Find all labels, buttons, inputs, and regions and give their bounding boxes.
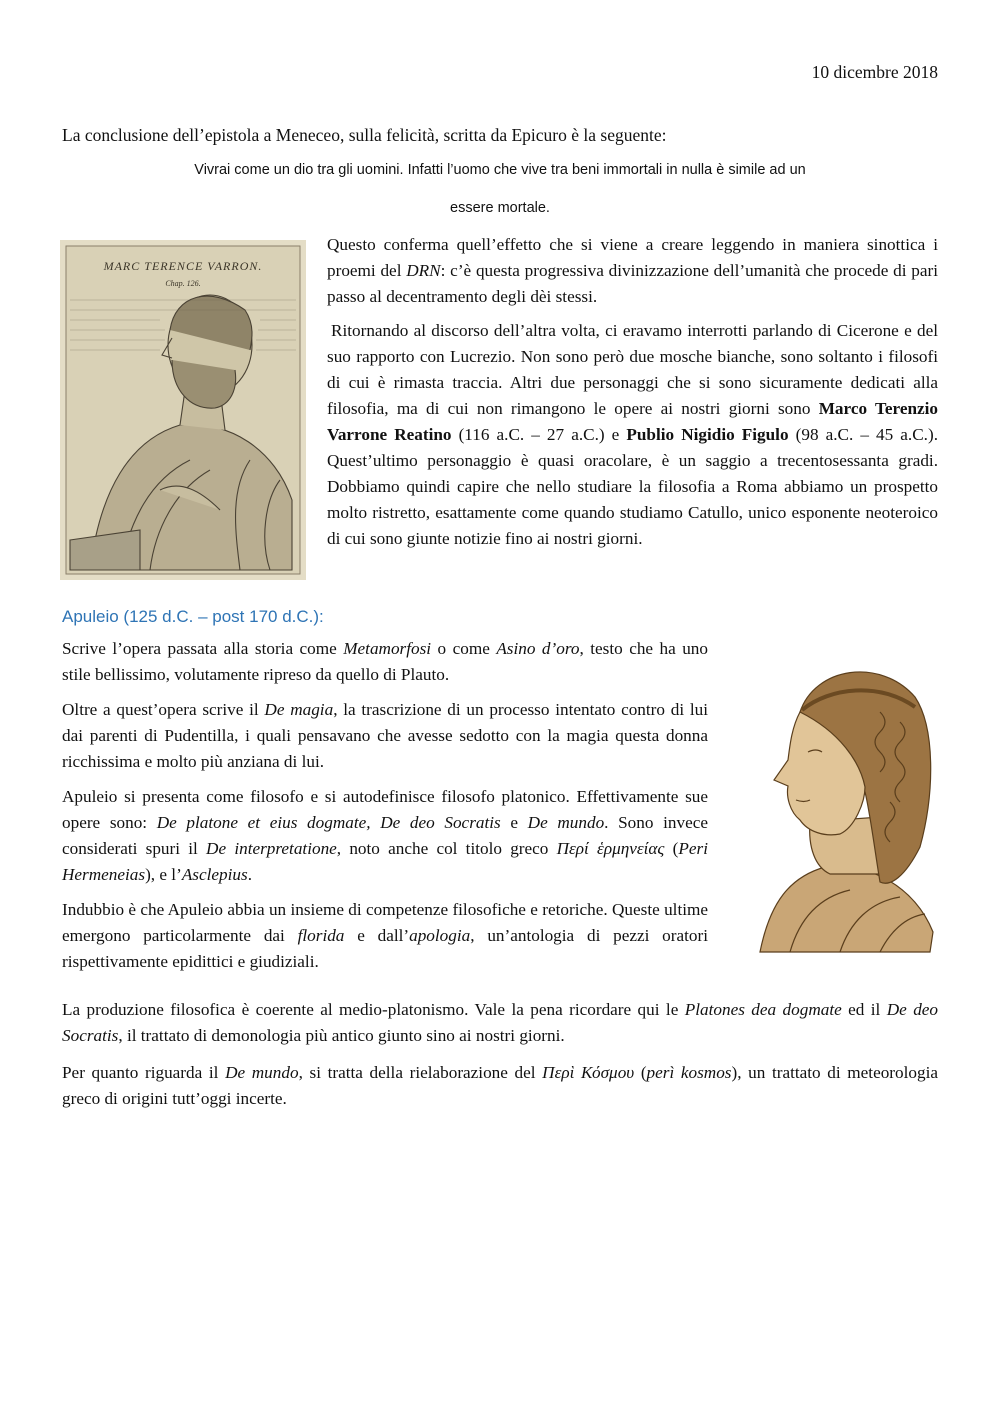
epicurus-quote-line-1: Vivrai come un dio tra gli uomini. Infatti l’uomo che vive tra beni immortali in nulla è simile ad un: [194, 162, 806, 178]
paragraph-metamorfosi: [62, 636, 708, 688]
text-run: , il trattato di demonologia più antico giunto sino ai nostri giorni.: [118, 1026, 565, 1045]
apuleio-heading: Apuleio (125 d.C. – post 170 d.C.):: [62, 607, 324, 626]
text-run-italic: De mundo: [527, 813, 605, 832]
paragraph-platonico: [62, 784, 708, 888]
text-run: e: [500, 813, 528, 832]
paragraph-synoptic: [327, 232, 938, 310]
text-run-italic: De magia: [264, 700, 334, 719]
text-run-italic: apologia: [409, 926, 471, 945]
text-run: Questo conferma quell’effetto che si viene a creare leggendo in maniera sinottica i proemi del: [327, 235, 938, 280]
varro-portrait-image: [60, 240, 306, 580]
text-run: (98 a.C. – 45 a.C.). Quest’ultimo personaggio è quasi oracolare, è un saggio a trecentosessanta gradi. Dobbiamo quindi capire che nello studiare la filosofia a Roma abbiamo un prospetto molto ristretto, esattamente come quando studiamo Catullo, unico esponente neoteroico di cui sono giunte notizie fino ai nostri giorni.: [327, 425, 938, 548]
text-run: Per quanto riguarda il: [62, 1063, 226, 1082]
text-run: ), e l’: [145, 865, 182, 884]
text-run: . Sono invece considerati spuri il: [62, 813, 708, 858]
text-run: Indubbio è che Apuleio abbia un insieme di competenze filosofiche e retoriche. Queste ultime emergono particolarmente dai: [62, 900, 708, 945]
text-run-italic: Περί ἑρμηνείας: [556, 839, 665, 858]
text-run: La produzione filosofica è coerente al medio-platonismo. Vale la pena ricordare qui le: [62, 1000, 685, 1019]
paragraph-medio-platonismo: [62, 997, 938, 1049]
text-run-bold: Marco Terenzio Varrone Reatino: [327, 399, 939, 444]
text-run: (: [634, 1063, 647, 1082]
paragraph-de-mundo: [62, 1060, 938, 1112]
text-run-bold: Publio Nigidio Figulo: [626, 425, 789, 444]
text-run-italic: florida: [297, 926, 345, 945]
text-run-italic: De mundo: [225, 1063, 299, 1082]
text-run-italic: De deo Socratis: [62, 1000, 939, 1045]
text-run: .: [247, 865, 252, 884]
text-run: , si tratta della rielaborazione del: [298, 1063, 543, 1082]
text-run-italic: Περὶ Κόσμου: [542, 1063, 635, 1082]
text-run-italic: Metamorfosi: [343, 639, 432, 658]
paragraph-varro-nigidio: [327, 318, 938, 552]
epicurus-quote-line-2: essere mortale.: [450, 200, 550, 216]
paragraph-retorica: [62, 897, 708, 975]
text-run-italic: Asclepius: [181, 865, 248, 884]
text-run-italic: De platone et eius dogmate, De deo Socratis: [156, 813, 501, 832]
text-run: : c’è questa progressiva divinizzazione dell’umanità che procede di pari passo al decentramento degli dèi stessi.: [327, 261, 938, 306]
text-run: Ritornando al discorso dell’altra volta, ci eravamo interrotti parlando di Cicerone e del suo rapporto con Lucrezio. Non sono però due mosche bianche, sono soltanto i filosofi di cui è rimasta traccia. Altri due personaggi che si sono sicuramente dedicati alla filosofia, ma di cui non rimangono le opere ai nostri giorni sono: [327, 321, 938, 418]
text-run: Apuleio si presenta come filosofo e si autodefinisce filosofo platonico. Effettivamente sue opere sono:: [62, 787, 708, 832]
apuleio-section: [62, 636, 708, 975]
text-run-italic: perì kosmos: [646, 1063, 732, 1082]
document-date: 10 dicembre 2018: [811, 62, 938, 82]
varro-section: [327, 232, 938, 552]
text-run-italic: Platones dea dogmate: [684, 1000, 842, 1019]
text-run-italic: DRN: [406, 261, 441, 280]
apuleio-bust-image: [730, 652, 936, 958]
varro-caption-name: MARC TERENCE VARRON.: [103, 259, 263, 273]
text-run: Oltre a quest’opera scrive il: [62, 700, 265, 719]
text-run: , un’antologia di pezzi oratori rispettivamente epidittici e giudiziali.: [62, 926, 708, 971]
text-run-italic: Asino d’oro: [496, 639, 580, 658]
text-run: , noto anche col titolo greco: [336, 839, 557, 858]
text-run: Scrive l’opera passata alla storia come: [62, 639, 344, 658]
varro-caption-chapter: Chap. 126.: [165, 279, 201, 288]
text-run: e dall’: [344, 926, 410, 945]
paragraph-de-magia: [62, 697, 708, 775]
intro-line: La conclusione dell’epistola a Meneceo, sulla felicità, scritta da Epicuro è la seguente:: [62, 125, 667, 145]
text-run: (116 a.C. – 27 a.C.) e: [451, 425, 627, 444]
text-run: , testo che ha uno stile bellissimo, volutamente ripreso da quello di Plauto.: [62, 639, 708, 684]
text-run-italic: De interpretatione: [206, 839, 337, 858]
text-run: ed il: [841, 1000, 887, 1019]
text-run: o come: [431, 639, 497, 658]
text-run: (: [664, 839, 679, 858]
text-run: ), un trattato di meteorologia greco di origini tutt’oggi incerte.: [62, 1063, 938, 1108]
text-run-italic: Peri Hermeneias: [62, 839, 708, 884]
text-run: , la trascrizione di un processo intentato contro di lui dai parenti di Pudentilla, i quali pensavano che avesse sedotto con la magia questa donna ricchissima e molto più anziana di lui.: [62, 700, 708, 771]
